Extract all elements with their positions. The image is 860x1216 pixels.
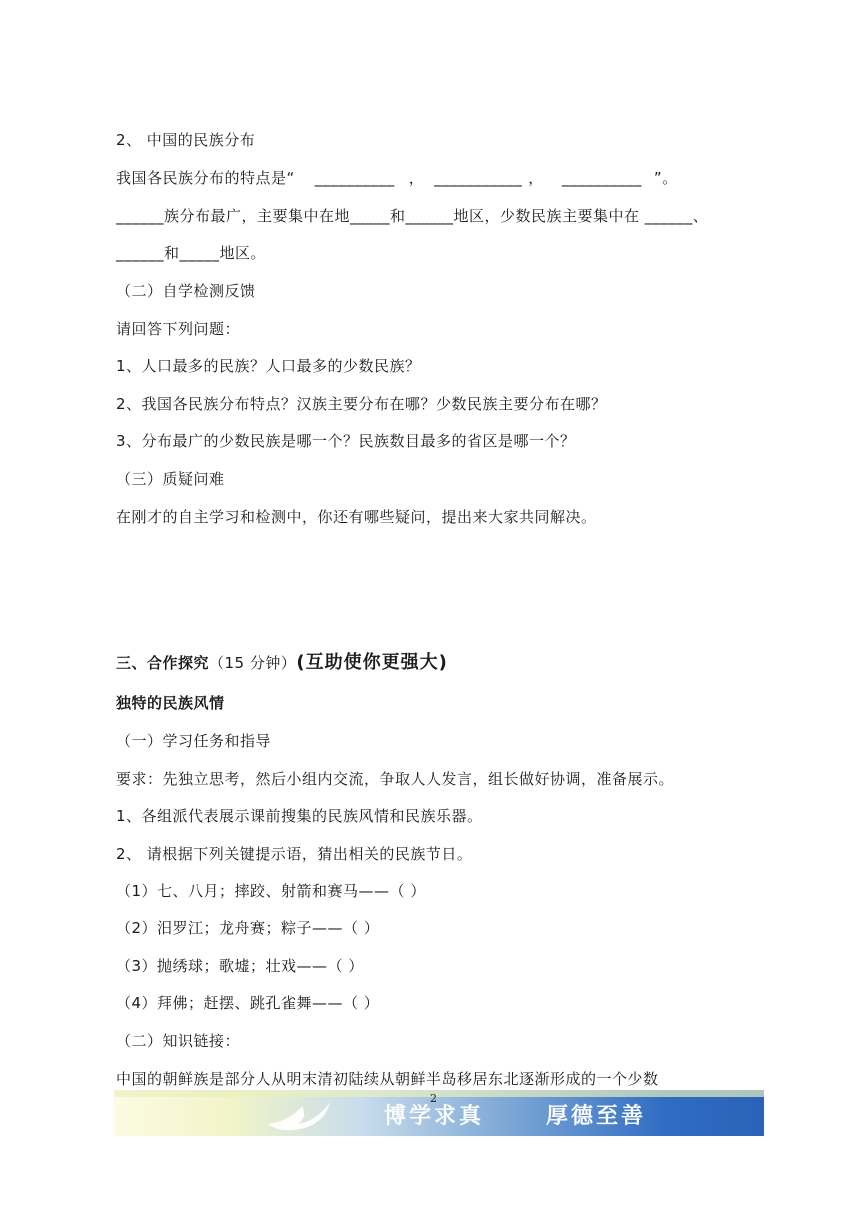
paragraph-korean-ethnic: 中国的朝鲜族是部分人从明末清初陆续从朝鲜半岛移居东北逐渐形成的一个少数 [116,1070,659,1088]
requirement-text: 要求：先独立思考，然后小组内交流，争取人人发言，组长做好协调，准备展示。 [116,770,675,788]
text-segment: ， [528,169,544,187]
section-heading-cooperative-inquiry [116,653,448,673]
fill-blank-distribution-features [116,168,678,188]
slogan-left: 博学求真 [384,1104,485,1129]
text-segment: ”。 [653,169,678,187]
subsection-heading-task: （一）学习任务和指导 [116,732,272,750]
question-2: 2、我国各民族分布特点？汉族主要分布在哪？少数民族主要分布在哪？ [116,395,607,413]
task-1: 1、各组派代表展示课前搜集的民族风情和民族乐器。 [116,807,483,825]
instruction-text: 请回答下列问题： [116,320,241,338]
heading-part: 三、合作探究 [116,654,210,672]
heading-time: （15 分钟） [209,654,297,672]
blank: __________ [561,169,642,187]
text-segment: ， [408,169,425,187]
subsection-heading-questions: （三）质疑问难 [116,470,225,488]
slogan-right: 厚德至善 [546,1104,647,1129]
question-3: 3、分布最广的少数民族是哪一个？民族数目最多的省区是哪一个？ [116,432,576,450]
subsection-heading-knowledge-link: （二）知识链接： [116,1032,241,1050]
section-heading-ethnic-distribution: 2、 中国的民族分布 [116,131,256,149]
topic-heading: 独特的民族风情 [116,694,225,712]
dove-icon [264,1094,334,1132]
text-segment: 我国各民族分布的特点是“ [116,169,295,187]
festival-clue-4: （4）拜佛；赶摆、跳孔雀舞——（ ） [116,994,380,1012]
page-number: 2 [430,1092,437,1105]
task-2: 2、 请根据下列关键提示语，猜出相关的民族节日。 [116,845,473,863]
fill-blank-han-distribution: ______族分布最广，主要集中在地_____和______地区，少数民族主要集中在 ______、 [116,207,709,225]
fill-blank-minority-distribution: ______和_____地区。 [116,244,267,262]
blank: __________ [314,169,395,187]
blank: ___________ [434,169,523,187]
festival-clue-2: （2）汨罗江；龙舟赛；粽子——（ ） [116,919,380,937]
subsection-heading-self-test: （二）自学检测反馈 [116,282,256,300]
banner-stripe [114,1090,764,1097]
footer-banner [114,1090,764,1136]
festival-clue-3: （3）抛绣球；歌墟；壮戏——（ ） [116,957,364,975]
festival-clue-1: （1）七、八月；摔跤、射箭和赛马——（ ） [116,882,426,900]
question-1: 1、人口最多的民族？人口最多的少数民族？ [116,357,421,375]
paragraph-doubts: 在刚才的自主学习和检测中，你还有哪些疑问，提出来大家共同解决。 [116,508,597,526]
heading-motto: (互助使你更强大) [296,652,448,673]
